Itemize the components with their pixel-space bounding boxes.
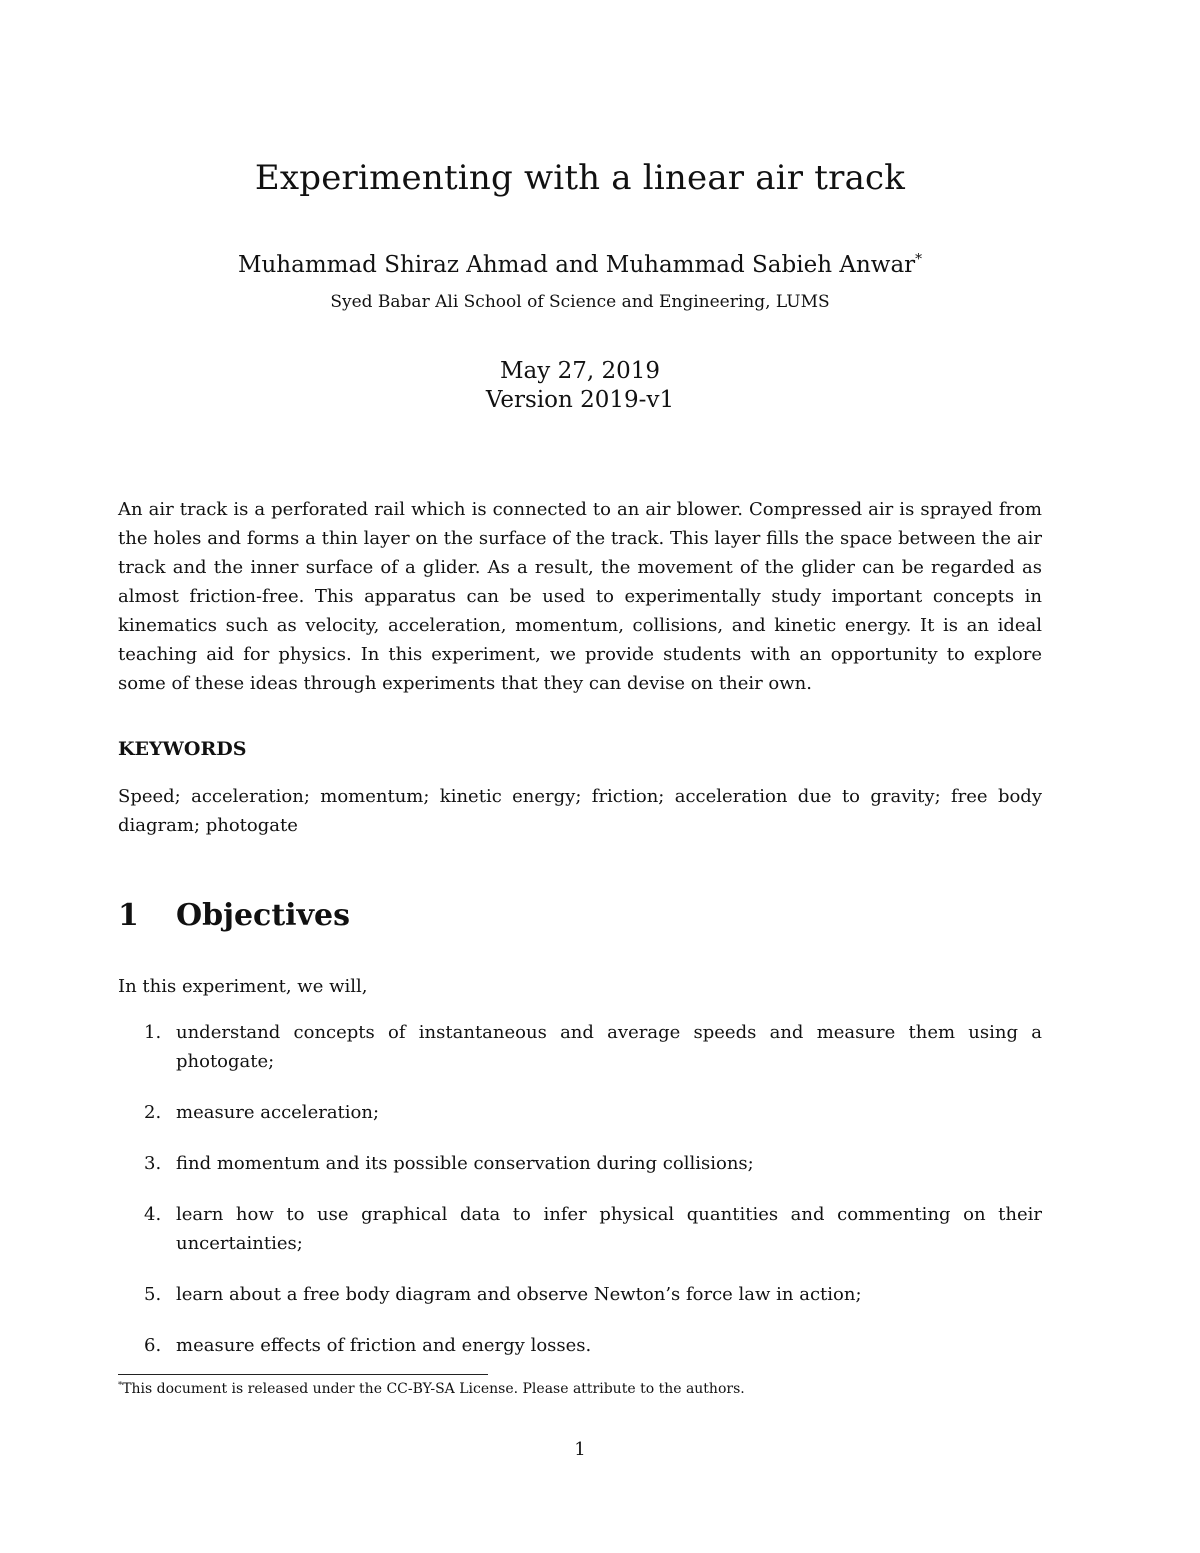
list-item-number: 2. <box>144 1102 162 1123</box>
list-item <box>118 1280 1042 1309</box>
page-number: 1 <box>574 1439 586 1460</box>
list-item-text: measure acceleration; <box>176 1102 380 1123</box>
list-item <box>118 1018 1042 1076</box>
affiliation: Syed Babar Ali School of Science and Engineering, LUMS <box>330 292 830 312</box>
list-item <box>118 1098 1042 1127</box>
list-item-text: learn how to use graphical data to infer physical quantities and commenting on their uncertainties; <box>176 1204 1042 1254</box>
list-item-number: 3. <box>144 1153 162 1174</box>
list-item-text: understand concepts of instantaneous and average speeds and measure them using a photogate; <box>176 1022 1042 1072</box>
list-item-text: measure effects of friction and energy losses. <box>176 1335 592 1356</box>
keywords-text: Speed; acceleration; momentum; kinetic energy; friction; acceleration due to gravity; free body diagram; photogate <box>118 786 1042 836</box>
footnote <box>118 1381 745 1397</box>
list-item-text: learn about a free body diagram and observe Newton’s force law in action; <box>176 1284 862 1305</box>
list-item <box>118 1331 1042 1360</box>
document-title: Experimenting with a linear air track <box>254 158 906 198</box>
list-item <box>118 1200 1042 1258</box>
footnote-text: This document is released under the CC-BY-SA License. Please attribute to the authors. <box>122 1381 745 1397</box>
section-title: Objectives <box>176 898 350 933</box>
objectives-list <box>118 1018 1042 1382</box>
list-item-number: 1. <box>144 1022 162 1043</box>
document-version: Version 2019-v1 <box>485 387 675 413</box>
list-item <box>118 1149 1042 1178</box>
author-footnote-mark: * <box>915 251 923 268</box>
author-names: Muhammad Shiraz Ahmad and Muhammad Sabieh Anwar <box>237 252 916 278</box>
authors <box>0 252 1160 278</box>
document-date: May 27, 2019 <box>500 358 660 384</box>
list-item-number: 6. <box>144 1335 162 1356</box>
list-item-number: 5. <box>144 1284 162 1305</box>
section-intro: In this experiment, we will, <box>118 976 368 997</box>
list-item-text: find momentum and its possible conservation during collisions; <box>176 1153 754 1174</box>
keywords-heading: KEYWORDS <box>118 738 247 760</box>
section-number: 1 <box>118 898 139 933</box>
footnote-mark: * <box>118 1379 123 1390</box>
abstract-paragraph: An air track is a perforated rail which is connected to an air blower. Compressed air is sprayed from the holes and forms a thin layer on the surface of the track. This layer fills the space between the air track and the inner surface of a glider. As a result, the movement of the glider can be regarded as almost friction-free. This apparatus can be used to experimentally study important concepts in kinematics such as velocity, acceleration, momentum, collisions, and kinetic energy. It is an ideal teaching aid for physics. In this experiment, we provide students with an opportunity to explore some of these ideas through experiments that they can devise on their own. <box>118 499 1042 694</box>
footnote-divider <box>118 1374 488 1375</box>
list-item-number: 4. <box>144 1204 162 1225</box>
section-heading <box>118 898 350 933</box>
